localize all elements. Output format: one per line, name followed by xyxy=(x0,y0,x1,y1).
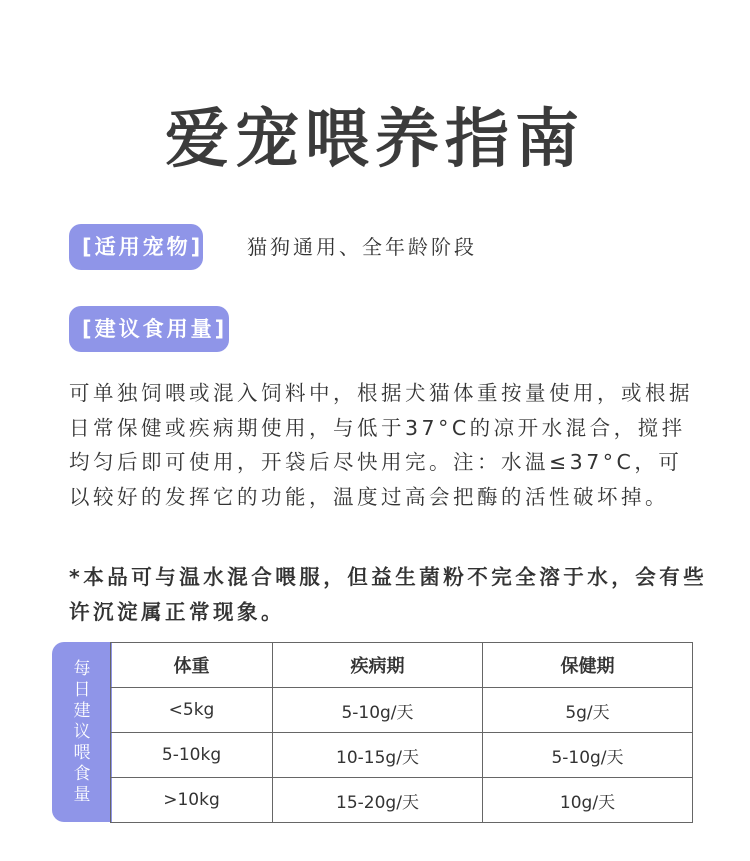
table-cell: 10-15g/天 xyxy=(273,733,483,778)
applicable-pets-badge: [适用宠物] xyxy=(69,224,203,270)
table-row xyxy=(111,733,693,778)
side-char: 建 xyxy=(73,700,91,721)
table-cell: 5-10g/天 xyxy=(483,733,693,778)
dosage-note: *本品可与温水混合喂服，但益生菌粉不完全溶于水，会有些许沉淀属正常现象。 xyxy=(69,565,708,624)
dosage-description: 可单独饲喂或混入饲料中，根据犬猫体重按量使用，或根据日常保健或疾病期使用，与低于37°C的凉开水混合，搅拌均匀后即可使用，开袋后尽快用完。注：水温≤37°C，可以较好的发挥它的功能，温度过高会把酶的活性破坏掉。 xyxy=(69,381,693,509)
daily-feeding-table xyxy=(52,642,692,822)
table-cell: 5-10g/天 xyxy=(273,688,483,733)
table-cell: 5-10kg xyxy=(111,733,273,778)
side-char: 量 xyxy=(73,784,91,805)
table-row xyxy=(111,778,693,823)
applicable-pets-text: 猫狗通用、全年龄阶段 xyxy=(247,235,477,259)
side-char: 食 xyxy=(73,763,91,784)
header-illness-period: 疾病期 xyxy=(273,643,483,688)
table-cell: <5kg xyxy=(111,688,273,733)
side-char: 喂 xyxy=(73,742,91,763)
feeding-table xyxy=(110,642,693,823)
table-cell: 5g/天 xyxy=(483,688,693,733)
side-char: 日 xyxy=(73,679,91,700)
table-header-row xyxy=(111,643,693,688)
table-cell: >10kg xyxy=(111,778,273,823)
header-health-period: 保健期 xyxy=(483,643,693,688)
page-title: 爱宠喂养指南 xyxy=(165,103,585,177)
table-row xyxy=(111,688,693,733)
side-char: 每 xyxy=(73,658,91,679)
suggested-dosage-badge: [建议食用量] xyxy=(69,306,229,352)
side-char: 议 xyxy=(73,721,91,742)
header-weight: 体重 xyxy=(111,643,273,688)
table-cell: 10g/天 xyxy=(483,778,693,823)
table-cell: 15-20g/天 xyxy=(273,778,483,823)
table-side-label xyxy=(52,642,112,822)
